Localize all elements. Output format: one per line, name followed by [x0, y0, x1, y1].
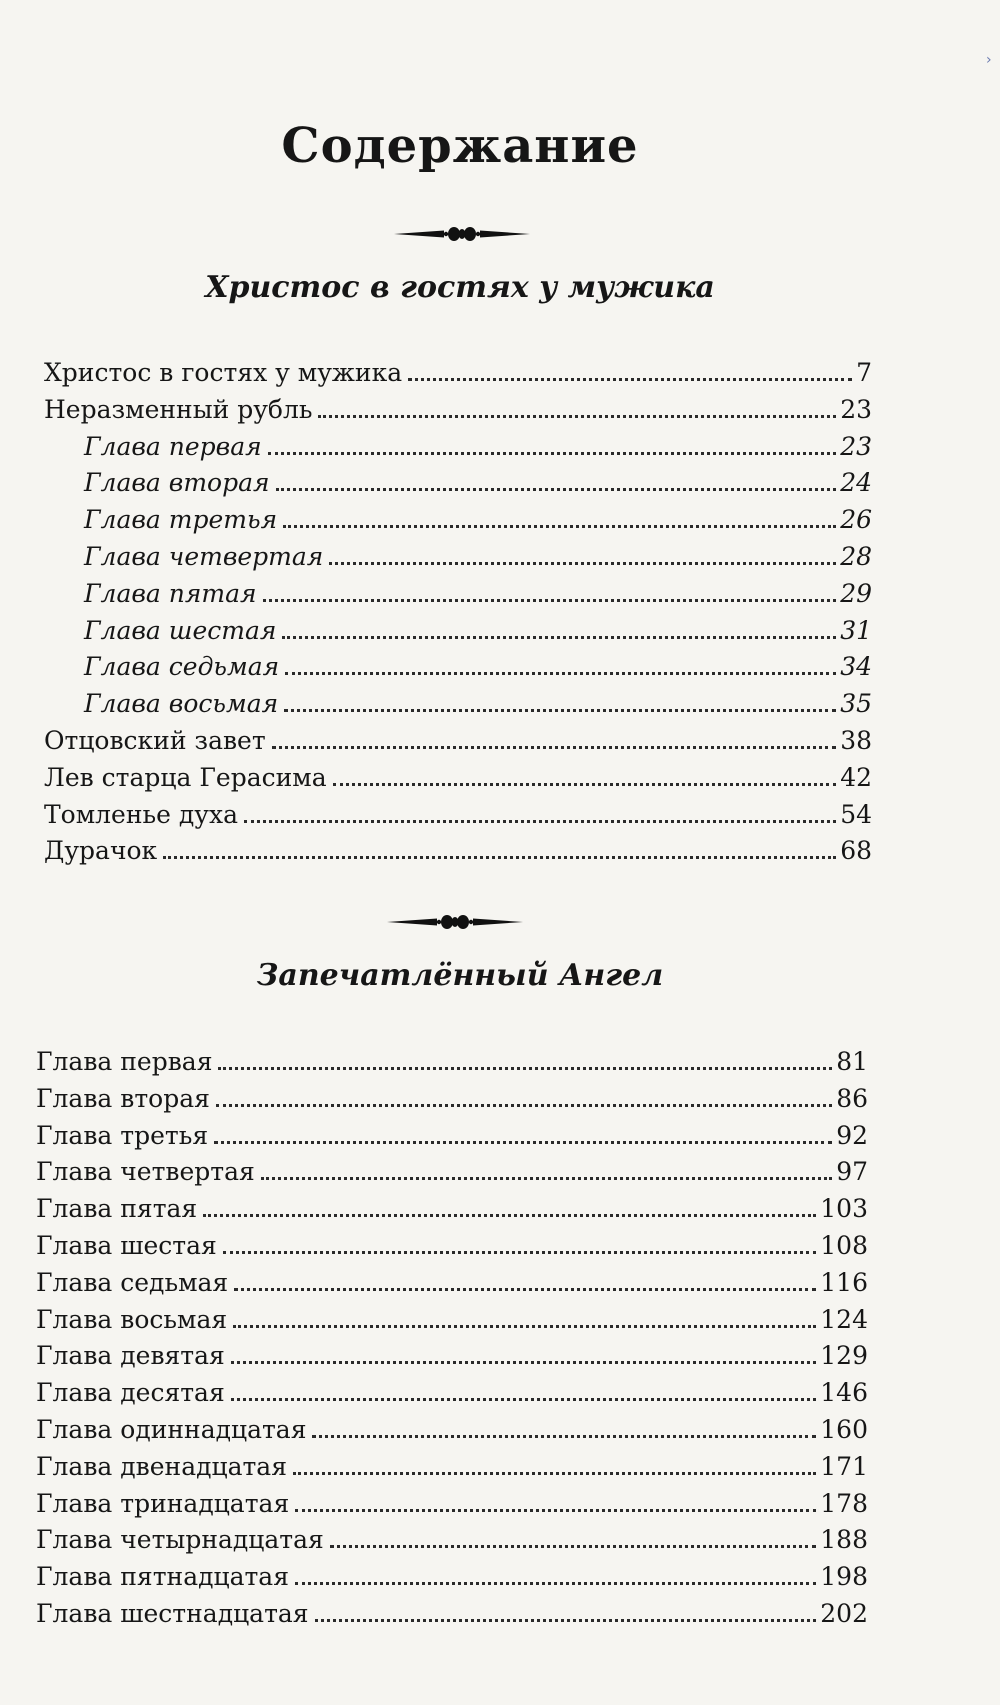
toc-entry-title: Глава вторая: [36, 1083, 210, 1113]
toc-entry: [44, 356, 872, 390]
toc-entry-page: 38: [840, 726, 872, 755]
toc-dot-leader: [214, 1140, 832, 1144]
toc-dot-leader: [263, 598, 837, 602]
toc-entry: [36, 1229, 868, 1263]
toc-entry: [84, 466, 872, 500]
toc-dot-leader: [293, 1471, 816, 1475]
toc-entry-page: 42: [840, 762, 872, 792]
toc-entry-title: Глава восьмая: [84, 689, 279, 719]
toc-entry: [36, 1523, 868, 1557]
toc-entry: [84, 540, 872, 574]
toc-entry: [36, 1487, 868, 1521]
toc-dot-leader: [268, 451, 837, 455]
toc-dot-leader: [284, 708, 836, 712]
toc-entry-title: Глава седьмая: [36, 1267, 229, 1297]
toc-entry-page: 160: [820, 1415, 868, 1444]
toc-dot-leader: [231, 1397, 817, 1401]
toc-dot-leader: [244, 819, 836, 823]
toc-entry: [36, 1560, 868, 1594]
toc-entry-title: Глава восьмая: [36, 1304, 228, 1334]
toc-dot-leader: [272, 745, 837, 749]
toc-dot-leader: [261, 1176, 832, 1180]
toc-entry-title: Глава двенадцатая: [36, 1451, 287, 1481]
toc-dot-leader: [285, 671, 836, 675]
section-title-2: Запечатлённый Ангел: [256, 958, 664, 993]
toc-entry-title: Глава четвертая: [84, 542, 324, 571]
toc-entry: [84, 577, 872, 611]
toc-entry-page: 146: [820, 1378, 868, 1408]
toc-entry-title: Глава третья: [84, 505, 278, 535]
toc-dot-leader: [216, 1103, 832, 1107]
toc-entry: [36, 1082, 868, 1116]
toc-entry-title: Глава третья: [36, 1120, 209, 1150]
toc-entry-title: Глава первая: [84, 431, 262, 461]
toc-entry-page: 116: [820, 1267, 868, 1297]
toc-entry-title: Отцовский завет: [44, 726, 266, 755]
toc-entry: [44, 761, 872, 795]
toc-entry-title: Лев старца Герасима: [44, 762, 327, 792]
toc-entry-page: 97: [836, 1157, 868, 1187]
toc-entry-title: Неразменный рубль: [44, 394, 313, 424]
toc-entry-title: Дурачок: [44, 836, 158, 866]
toc-dot-leader: [283, 524, 836, 528]
toc-entry-title: Глава седьмая: [84, 652, 280, 682]
toc-entry-page: 28: [840, 542, 872, 571]
toc-entry-page: 34: [840, 652, 872, 682]
toc-entry: [44, 834, 872, 868]
page-title: Содержание: [281, 118, 639, 174]
toc-entry: [84, 687, 872, 721]
toc-entry-title: Глава пятая: [84, 578, 257, 608]
toc-entry-page: 124: [820, 1304, 868, 1334]
toc-entry-title: Глава пятая: [36, 1194, 198, 1224]
toc-entry: [84, 503, 872, 537]
toc-dot-leader: [234, 1287, 816, 1291]
toc-dot-leader: [408, 377, 852, 381]
toc-entry-title: Глава вторая: [84, 468, 270, 498]
toc-entry-page: 178: [820, 1488, 868, 1518]
ornament-divider-icon: [392, 222, 532, 246]
toc-dot-leader: [315, 1618, 817, 1622]
toc-entry: [84, 614, 872, 648]
toc-dot-leader: [233, 1324, 816, 1328]
toc-entry-page: 108: [820, 1231, 868, 1260]
toc-entry-page: 103: [820, 1194, 868, 1224]
toc-entry-page: 7: [856, 358, 872, 387]
toc-entry-page: 23: [840, 394, 872, 424]
toc-entry-page: 23: [840, 431, 872, 461]
toc-entry-page: 26: [840, 505, 872, 535]
toc-entry-title: Глава четырнадцатая: [36, 1525, 324, 1555]
toc-entry: [36, 1303, 868, 1337]
toc-dot-leader: [295, 1508, 816, 1512]
toc-entry-title: Глава шестнадцатая: [36, 1599, 309, 1628]
toc-entry-page: 35: [840, 689, 872, 719]
toc-dot-leader: [333, 782, 837, 786]
toc-entry-page: 92: [836, 1120, 868, 1150]
toc-entry-title: Томленье духа: [44, 799, 238, 829]
toc-dot-leader: [276, 487, 837, 491]
toc-entry: [36, 1597, 868, 1631]
toc-entry: [36, 1192, 868, 1226]
toc-entry-title: Глава тринадцатая: [36, 1488, 290, 1518]
toc-entry: [36, 1045, 868, 1079]
toc-dot-leader: [231, 1360, 816, 1364]
toc-entry: [36, 1339, 868, 1373]
toc-entry-page: 29: [840, 578, 872, 608]
toc-entry-title: Глава девятая: [36, 1341, 225, 1371]
toc-entry: [44, 393, 872, 427]
toc-dot-leader: [330, 1544, 817, 1548]
toc-entry: [36, 1119, 868, 1153]
section-title-1: Христос в гостях у мужика: [205, 270, 715, 305]
toc-entry: [84, 430, 872, 464]
toc-entry-page: 31: [840, 615, 872, 645]
toc-dot-leader: [163, 855, 836, 859]
toc-entry-page: 188: [820, 1525, 868, 1555]
toc-entry-page: 171: [820, 1451, 868, 1481]
toc-dot-leader: [218, 1066, 832, 1070]
toc-entry-page: 24: [840, 468, 872, 498]
toc-entry-title: Христос в гостях у мужика: [44, 358, 403, 387]
toc-entry-title: Глава четвертая: [36, 1157, 255, 1187]
toc-entry-page: 198: [820, 1562, 868, 1592]
toc-entry-page: 129: [820, 1341, 868, 1371]
toc-entry: [36, 1266, 868, 1300]
toc-entry: [36, 1413, 868, 1447]
toc-entry-title: Глава пятнадцатая: [36, 1562, 289, 1592]
toc-entry-page: 202: [820, 1599, 868, 1628]
toc-dot-leader: [203, 1213, 816, 1217]
toc-dot-leader: [282, 635, 836, 639]
toc-entry: [84, 650, 872, 684]
ornament-divider-icon: [385, 910, 525, 934]
toc-entry-title: Глава шестая: [84, 615, 277, 645]
toc-entry-title: Глава одиннадцатая: [36, 1415, 307, 1444]
toc-dot-leader: [295, 1581, 816, 1585]
toc-entry-title: Глава шестая: [36, 1231, 217, 1260]
toc-dot-leader: [223, 1250, 816, 1254]
toc-entry: [36, 1450, 868, 1484]
toc-entry-title: Глава первая: [36, 1047, 213, 1076]
toc-entry: [36, 1376, 868, 1410]
toc-entry: [44, 724, 872, 758]
toc-dot-leader: [329, 561, 836, 565]
toc-entry-page: 68: [840, 836, 872, 866]
toc-entry-page: 81: [836, 1047, 868, 1076]
toc-dot-leader: [312, 1434, 816, 1438]
toc-entry: [36, 1155, 868, 1189]
toc-dot-leader: [318, 414, 836, 418]
edge-mark: ›: [986, 52, 992, 68]
toc-entry-title: Глава десятая: [36, 1378, 225, 1408]
toc-entry-page: 86: [836, 1083, 868, 1113]
toc-entry: [44, 798, 872, 832]
toc-entry-page: 54: [840, 799, 872, 829]
